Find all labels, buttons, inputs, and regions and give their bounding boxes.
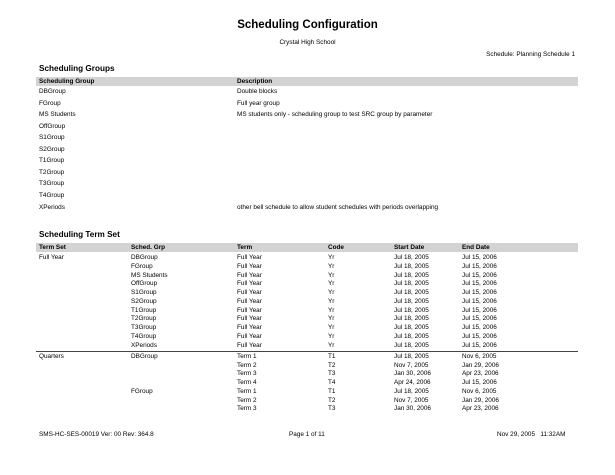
code-cell: Yr (328, 280, 335, 288)
group-name-cell: XPeriods (39, 203, 65, 211)
termset-col-term: Term (237, 244, 253, 251)
termset-col-end-date: End Date (462, 244, 490, 251)
groups-col-description: Description (237, 78, 273, 85)
start-date-cell: Jul 18, 2005 (394, 254, 429, 261)
term-cell: Full Year (237, 280, 262, 288)
group-name-cell: S2Group (39, 145, 65, 153)
group-name-cell: T4Group (39, 191, 65, 199)
sched-grp-cell: T3Group (131, 324, 157, 331)
end-date-cell: Jan 29, 2006 (462, 396, 499, 404)
start-date-cell: Nov 7, 2005 (394, 396, 429, 404)
start-date-cell: Jul 18, 2005 (394, 341, 429, 349)
term-cell: Term 2 (237, 361, 257, 369)
code-cell: Yr (328, 254, 335, 261)
sched-grp-cell: T1Group (131, 306, 157, 314)
group-description-cell: MS students only - scheduling group to test SRC group by parameter (237, 111, 433, 119)
end-date-cell: Jul 15, 2006 (462, 315, 497, 323)
report-title: Scheduling Configuration (237, 19, 378, 31)
start-date-cell: Apr 24, 2006 (394, 379, 431, 386)
term-cell: Term 1 (237, 352, 257, 360)
term-cell: Full Year (237, 271, 262, 279)
code-cell: T2 (328, 361, 336, 369)
start-date-cell: Jul 18, 2005 (394, 280, 429, 288)
sched-grp-cell: T4Group (131, 332, 157, 340)
end-date-cell: Jan 29, 2006 (462, 361, 499, 369)
end-date-cell: Jul 15, 2006 (462, 332, 497, 340)
code-cell: T1 (328, 352, 336, 360)
school-name: Crystal High School (279, 39, 336, 46)
code-cell: Yr (328, 271, 335, 279)
end-date-cell: Jul 15, 2006 (462, 271, 497, 279)
start-date-cell: Jul 18, 2005 (394, 332, 429, 340)
term-cell: Full Year (237, 254, 262, 261)
group-name-cell: MS Students (39, 111, 76, 119)
start-date-cell: Jul 18, 2005 (394, 315, 429, 323)
sched-grp-cell: XPeriods (131, 341, 157, 349)
term-cell: Term 2 (237, 396, 257, 404)
end-date-cell: Jul 15, 2006 (462, 289, 497, 296)
group-name-cell: T1Group (39, 157, 65, 165)
groups-col-scheduling-group: Scheduling Group (39, 78, 95, 85)
sched-grp-cell: FGroup (131, 262, 153, 270)
code-cell: Yr (328, 306, 335, 314)
termset-col-term-set: Term Set (39, 244, 66, 251)
end-date-cell: Apr 23, 2006 (462, 405, 499, 413)
code-cell: Yr (328, 297, 335, 305)
code-cell: Yr (328, 324, 335, 331)
sched-grp-cell: DBGroup (131, 254, 158, 261)
start-date-cell: Jul 18, 2005 (394, 262, 429, 270)
group-name-cell: OffGroup (39, 122, 66, 130)
footer-timestamp: Nov 29, 2005 11:32AM (497, 431, 566, 438)
termset-col-code: Code (328, 244, 344, 251)
group-name-cell: S1Group (39, 134, 65, 142)
schedule-label: Schedule: Planning Schedule 1 (486, 51, 575, 58)
group-name-cell: T2Group (39, 168, 65, 176)
start-date-cell: Jul 18, 2005 (394, 324, 429, 331)
termset-header-band (36, 243, 578, 252)
start-date-cell: Jul 18, 2005 (394, 297, 429, 305)
term-cell: Full Year (237, 341, 262, 349)
groups-header-band (36, 77, 578, 86)
code-cell: Yr (328, 289, 335, 296)
end-date-cell: Jul 15, 2006 (462, 341, 497, 349)
start-date-cell: Jul 18, 2005 (394, 387, 429, 395)
code-cell: T1 (328, 387, 336, 395)
footer-page-number: Page 1 of 11 (289, 431, 325, 438)
start-date-cell: Nov 7, 2005 (394, 361, 429, 369)
sched-grp-cell: DBGroup (131, 352, 158, 360)
start-date-cell: Jan 30, 2006 (394, 405, 431, 413)
code-cell: Yr (328, 262, 335, 270)
end-date-cell: Jul 15, 2006 (462, 324, 497, 331)
end-date-cell: Jul 15, 2006 (462, 280, 497, 288)
sched-grp-cell: MS Students (131, 271, 168, 279)
group-description-cell: other bell schedule to allow student schedules with periods overlapping (237, 203, 439, 211)
code-cell: Yr (328, 315, 335, 323)
term-cell: Full Year (237, 324, 262, 331)
sched-grp-cell: S2Group (131, 297, 157, 305)
start-date-cell: Jan 30, 2006 (394, 370, 431, 378)
term-cell: Term 4 (237, 379, 257, 386)
term-cell: Term 3 (237, 405, 257, 413)
end-date-cell: Jul 15, 2006 (462, 297, 497, 305)
term-cell: Full Year (237, 306, 262, 314)
termset-section-heading: Scheduling Term Set (39, 230, 120, 239)
termset-col-start-date: Start Date (394, 244, 425, 251)
group-description-cell: Double blocks (237, 88, 278, 95)
term-set-cell: Full Year (39, 254, 64, 261)
term-cell: Term 1 (237, 387, 257, 395)
start-date-cell: Jul 18, 2005 (394, 271, 429, 279)
end-date-cell: Apr 23, 2006 (462, 370, 499, 378)
start-date-cell: Jul 18, 2005 (394, 352, 429, 360)
term-set-separator (36, 351, 578, 352)
sched-grp-cell: FGroup (131, 387, 153, 395)
group-name-cell: T3Group (39, 180, 65, 188)
group-name-cell: DBGroup (39, 88, 66, 95)
end-date-cell: Jul 15, 2006 (462, 262, 497, 270)
term-set-cell: Quarters (39, 352, 64, 360)
term-cell: Full Year (237, 315, 262, 323)
term-cell: Full Year (237, 262, 262, 270)
term-cell: Full Year (237, 289, 262, 296)
end-date-cell: Jul 15, 2006 (462, 379, 497, 386)
code-cell: Yr (328, 332, 335, 340)
end-date-cell: Jul 15, 2006 (462, 254, 497, 261)
code-cell: T4 (328, 379, 336, 386)
code-cell: T3 (328, 370, 336, 378)
group-name-cell: FGroup (39, 99, 61, 107)
start-date-cell: Jul 18, 2005 (394, 289, 429, 296)
end-date-cell: Nov 6, 2005 (462, 387, 497, 395)
term-cell: Full Year (237, 297, 262, 305)
start-date-cell: Jul 18, 2005 (394, 306, 429, 314)
code-cell: T2 (328, 396, 336, 404)
sched-grp-cell: OffGroup (131, 280, 158, 288)
sched-grp-cell: T2Group (131, 315, 157, 323)
footer-doc-id: SMS-HC-SES-00019 Ver: 00 Rev: 364.8 (39, 431, 154, 438)
term-cell: Term 3 (237, 370, 257, 378)
end-date-cell: Nov 6, 2005 (462, 352, 497, 360)
code-cell: Yr (328, 341, 335, 349)
sched-grp-cell: S1Group (131, 289, 157, 296)
code-cell: T3 (328, 405, 336, 413)
groups-section-heading: Scheduling Groups (39, 64, 115, 73)
group-description-cell: Full year group (237, 99, 280, 107)
term-cell: Full Year (237, 332, 262, 340)
end-date-cell: Jul 15, 2006 (462, 306, 497, 314)
termset-col-sched-grp: Sched. Grp (131, 244, 166, 251)
